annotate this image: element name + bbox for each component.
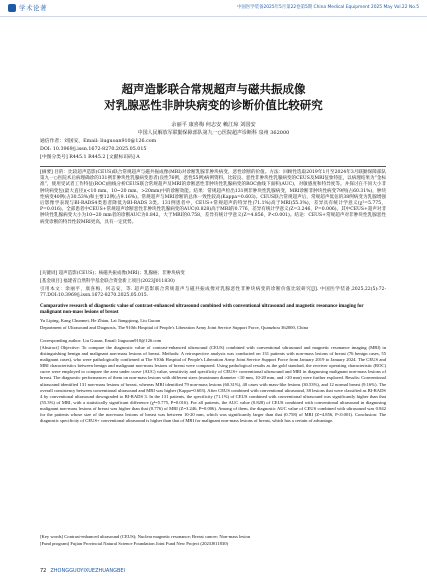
fund-cn: [基金项目] 福建省自然科学基金联合资金新上项目(2023J011830): [40, 279, 175, 284]
section-logo: [8, 3, 47, 12]
page-header: [0, 0, 427, 17]
corresponding-author-cn: 通信作者：刘国安，Email: liuguoan910@126.com: [40, 139, 157, 144]
authors-en: Yu Liping, Kang Chunmei, He Zhian, Lai Jiangqiong, Liu Guoan: [40, 318, 161, 323]
authors-cn: 余丽平 康喜梅 何志安 赖江琼 刘国安: [171, 122, 256, 128]
title-en: Comparative research of diagnostic value of contrast-enhanced ultrasound combined with conventional ultrasound and magnetic resonance imaging for malignant non-mass lesions of breast: [40, 304, 364, 316]
abstract-en: [Abstract] Objective: To compare the diagnostic value of contrast-enhanced ultrasound (CEUS) combined with conventional ultrasound and magnetic resonance imaging (MRI) in distinguishing benign and malignant non-mass lesions of breast. Methods: A retrospective analysis was conducted on 131 patients with non-mass lesions of breast (76 benign cases, 55 malignant cases), who were pathologically confirmed at The 910th Hospital of People's Liberation Army Joint Service Support Force from January 2019 to January 2024. The CEUS and MRI characteristics between benign and malignant non-mass lesions of breast were compared. Using pathological results as the gold standard, the receiver operating characteristic (ROC) curve were employed to compare the area under curve (AUC) value, sensitivity and specificity of CEUS+ conventional ultrasound and MRI in diagnosing malignant non-mass lesions of breast. The diagnostic performances of them on non-mass lesions with different sizes (maximum diameter <10 mm, 10-20 mm, and >20 mm) were further explored. Results: Conventional ultrasound identified 131 non-mass lesions of breast, whereas MRI identified 79 non-mass lesions (60.31%), 40 cases with mass-like lesions (30.53%), and 12 normal breast (9.16%). The overall consistency between conventional ultrasound and MRI was higher (Kappa=0.603). After CEUS combined with conventional ultrasound, 38 lesions that were classified as BI-RADS 4 by conventional ultrasound downgraded to BI-RADS 3. In the 131 patients, the specificity (71.1%) of CEUS combined with conventional ultrasound was significantly higher than that (55.3%) of MRI, with a statistically significant difference (χ²=5.775, P=0.016). For all patients, the AUC value (0.828) of CEUS combined with conventional ultrasound in diagnosing malignant non-mass lesions of breast was higher than that (0.776) of MRI (Z=3.246, P=0.006). Among of them, the diagnostic AUC value of CEUS combined with ultrasound was 0.842 for the patients whose size of the non-mass lesions of breast was between 10-20 mm, which was significantly larger than that (0.758) of MRI (Z=4.856, P<0.001). Conclusion: The diagnostic specificity of CEUS+ conventional ultrasound is higher than that of MRI for malignant non-mass lesions of breast, which has a certain of advantage.: [40, 345, 386, 424]
title-cn-line-2: 对乳腺恶性非肿块病变的诊断价值比较研究: [104, 98, 323, 112]
citation-cn: 引用本文：余丽平，康喜梅，何志安，等. 超声造影联合常规超声与磁共振成像对乳腺恶性非肿块病变的诊断价值比较研究[J]. 中国医学装备,2025,22(5):72-77.DOI:10.3969/j.issn.1672-8270.2025.05.015.: [40, 287, 386, 299]
title-cn-line-1: 超声造影联合常规超声与磁共振成像: [121, 82, 306, 96]
keywords-en: [Key words] Contrast-enhanced ultrasound (CEUS); Nuclear magnetic resonance; Breast cancer; Non-mass lesion: [40, 534, 251, 539]
page-number: 72: [40, 568, 47, 574]
page-footer: [40, 568, 125, 574]
keywords-cn: [关键词] 超声造影(CEUS)；核磁共振成像(MRI)；乳腺癌；非肿块病变: [40, 271, 185, 276]
doi: DOI: 10.3969/j.issn.1672-8270.2025.05.015: [40, 147, 147, 152]
affiliation-cn: 中国人民解放军联勤保障部队第九一○医院超声诊断科 泉州 362000: [137, 130, 290, 136]
corresponding-author-en: Corresponding author: Liu Guoan, Email: liuguoan910@126.com: [40, 338, 162, 343]
fund-en: [Fund program] Fujian Provincial Natural Science Foundation Joint Fund New Project (2023J011830): [40, 541, 229, 546]
classification-codes: [中图分类号] R445.1 R445.2 [文献标识码] A: [40, 155, 140, 160]
logo-mark-icon: [8, 4, 16, 12]
affiliation-en: Department of Ultrasound and Diagnosis, The 910th Hospital of People's Liberation Army Joint Service Support Force, Quanzhou 362000, China: [40, 325, 309, 330]
journal-pinyin: ZHONGGUOYIXUEZHUANGBEI: [50, 568, 126, 574]
divider: [40, 166, 386, 167]
section-label: 学术论著: [19, 4, 47, 12]
abstract-cn: [摘要] 目的：比较超声造影(CEUS)联合常规超声与磁共振成像(MRI)对诊断乳腺非肿块病变，恶性诊断的价值。方法：回顾性选取2019年1月至2024年3月联勤保障部队第九一○医院术后病理确诊的131例非肿块性乳腺病变患者(良性76例，恶性55例)病例资料，比较良、恶性非肿块性乳腺病变的CEUS及MRI征象特征，以病理结果为“金标准”，使用受试者工作特征(ROC)曲线分析CEUS联合常规超声及MRI的诊断恶性非肿块性乳腺病变的ROC曲线下面积(AUC)，对敏感度和特异度等。并探讨在不同大小非肿块病变包(最大直径)(<10 mm、10~20 mm、>20mm)中的诊断效能。结果：常规超声检出131例非肿块性乳腺病变，MRI诊断非肿块性病变79例(占60.31%)，肿块性病变40例(占30.53%)和主要12例(占9.16%)。常规超声与MRI诊断的总体一致性较高(Kappa=0.603)。CEUS联合常规超声后，常规超声低估的38例病变为乳腺增强后影像学表现与BI-RADS4类患者降低为BI-RADS 3类。131例患者中，CEUS+常规超声的特异性(71.1%)高于MRI(55.3%)，差异具有统计学意义(χ²=5.775，P=0.016)。全部患者中CEUS+常规超声诊断恶性非肿块性乳腺病变的AUC(0.828)高于MRI的0.776，差异有统计学意义(Z=3.246，P=0.006)。其中CEUS+超声对非肿块性乳腺病变大小为10~20 mm者的诊断AUC为0.842，大于MRI的0.758，差异有统计学意义(Z=4.856，P<0.001)。结论：CEUS+常规超声对非肿块性乳腺恶性病变诊断的特异性较MRI更高，具有一定优势。: [40, 170, 386, 225]
journal-citation-line: 中国医学装备2025年5月第22卷第5期 China Medical Equipment 2025 May Vol.22 No.5: [237, 5, 419, 10]
